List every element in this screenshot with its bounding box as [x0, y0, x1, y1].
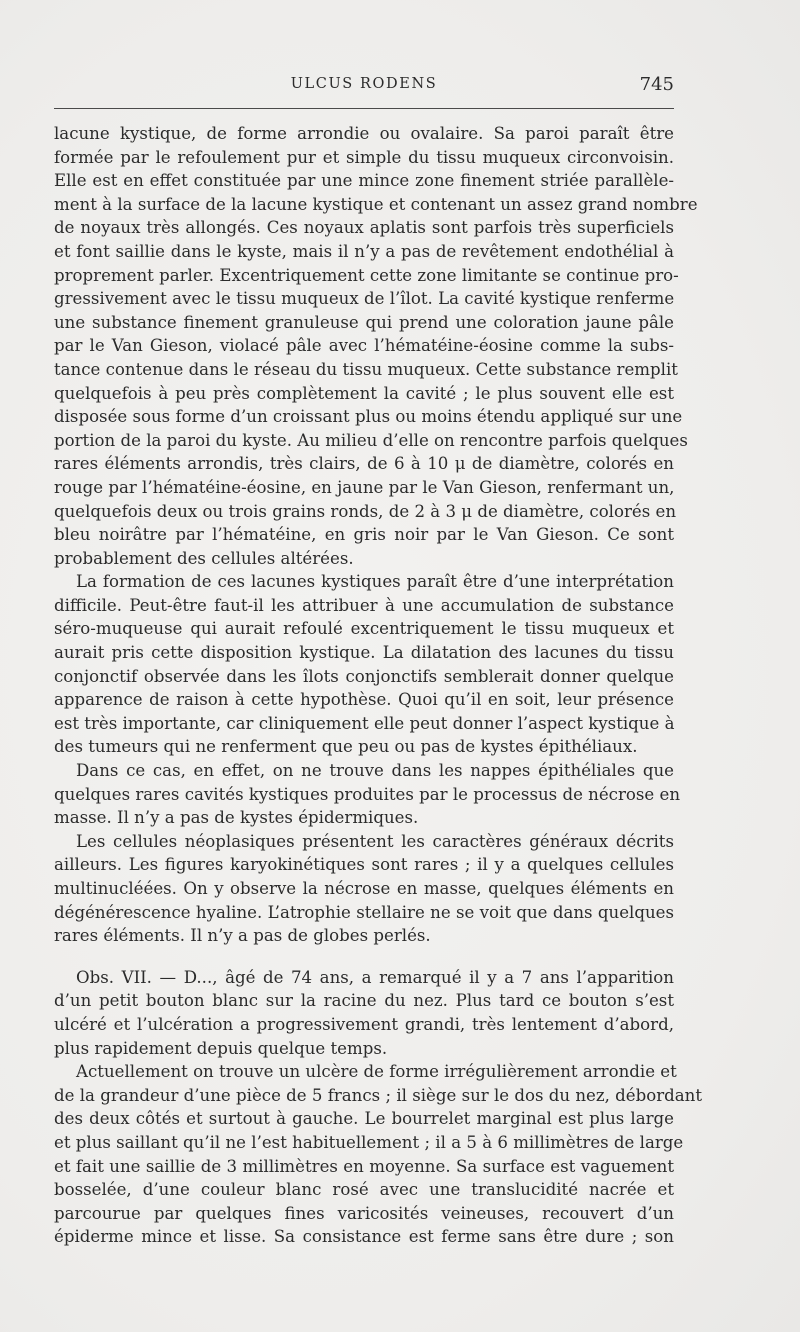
text-line: apparence de raison à cette hypothèse. Quoi qu’il en soit, leur présence [54, 690, 674, 710]
text-line: parcourue par quelques fines varicosités veineuses, recouvert d’un [54, 1203, 674, 1223]
header-rule [54, 108, 674, 109]
text-line: tance contenue dans le réseau du tissu muqueux. Cette substance remplit [54, 359, 678, 379]
text-line: portion de la paroi du kyste. Au milieu d’elle on rencontre parfois quelques [54, 430, 688, 450]
text-line: probablement des cellules altérées. [54, 548, 354, 568]
text-line: difficile. Peut-être faut-il les attribuer à une accumulation de substance [54, 595, 674, 615]
text-line: conjonctif observée dans les îlots conjonctifs semblerait donner quelque [54, 666, 674, 686]
text-line: quelques rares cavités kystiques produites par le processus de nécrose en [54, 784, 681, 804]
text-line: par le Van Gieson, violacé pâle avec l’hématéine-éosine comme la subs- [54, 336, 674, 356]
text-line: proprement parler. Excentriquement cette zone limitante se continue pro- [54, 265, 679, 285]
text-line: lacune kystique, de forme arrondie ou ovalaire. Sa paroi paraît être [54, 124, 674, 143]
page-header [54, 74, 674, 98]
text-line: est très importante, car cliniquement elle peut donner l’aspect kystique à [54, 713, 675, 733]
text-line: quelquefois deux ou trois grains ronds, de 2 à 3 μ de diamètre, colorés en [54, 501, 677, 521]
text-line: séro-muqueuse qui aurait refoulé excentriquement le tissu muqueux et [54, 619, 674, 639]
text-line: de noyaux très allongés. Ces noyaux aplatis sont parfois très superficiels [54, 218, 674, 238]
text-line: La formation de ces lacunes kystiques paraît être d’une interprétation [76, 572, 674, 592]
text-line: quelquefois à peu près complètement la cavité ; le plus souvent elle est [54, 383, 674, 403]
text-line: des deux côtés et surtout à gauche. Le bourrelet marginal est plus large [54, 1109, 674, 1129]
text-line: bleu noirâtre par l’hématéine, en gris noir par le Van Gieson. Ce sont [54, 525, 674, 545]
text-line: masse. Il n’y a pas de kystes épidermiques. [54, 808, 419, 828]
text-line: formée par le refoulement pur et simple du tissu muqueux circonvoisin. [54, 147, 674, 167]
page-number: 745 [639, 74, 674, 95]
text-line: Obs. VII. — D..., âgé de 74 ans, a remarqué il y a 7 ans l’apparition [76, 967, 674, 987]
running-title: ULCUS RODENS [290, 76, 438, 92]
body-text [54, 122, 703, 1249]
text-line: et fait une saillie de 3 millimètres en moyenne. Sa surface est vaguement [54, 1156, 674, 1176]
text-line: Elle est en effet constituée par une mince zone finement striée parallèle- [54, 171, 674, 191]
text-line: ulcéré et l’ulcération a progressivement grandi, très lentement d’abord, [54, 1014, 674, 1034]
text-line: Dans ce cas, en effet, on ne trouve dans les nappes épithéliales que [76, 761, 674, 781]
text-line: gressivement avec le tissu muqueux de l’îlot. La cavité kystique renferme [54, 289, 675, 309]
text-line: épiderme mince et lisse. Sa consistance est ferme sans être dure ; son [54, 1227, 674, 1247]
text-line: de la grandeur d’une pièce de 5 francs ; il siège sur le dos du nez, débordant [54, 1085, 703, 1105]
text-line: ailleurs. Les figures karyokinétiques sont rares ; il y a quelques cellules [54, 855, 674, 875]
text-line: Les cellules néoplasiques présentent les caractères généraux décrits [76, 831, 674, 851]
paragraph-gap [54, 948, 674, 966]
text-line: ment à la surface de la lacune kystique et contenant un assez grand nombre [54, 194, 698, 214]
text-line: rouge par l’hématéine-éosine, en jaune par le Van Gieson, renfermant un, [54, 477, 675, 497]
text-line: rares éléments. Il n’y a pas de globes perlés. [54, 926, 431, 946]
text-line: d’un petit bouton blanc sur la racine du nez. Plus tard ce bouton s’est [54, 991, 674, 1011]
text-line: bosselée, d’une couleur blanc rosé avec une translucidité nacrée et [54, 1180, 674, 1200]
text-line: plus rapidement depuis quelque temps. [54, 1038, 388, 1058]
text-line: dégénérescence hyaline. L’atrophie stellaire ne se voit que dans quelques [54, 902, 674, 922]
text-line: et plus saillant qu’il ne l’est habituellement ; il a 5 à 6 millimètres de large [54, 1132, 684, 1152]
text-line: des tumeurs qui ne renferment que peu ou pas de kystes épithéliaux. [54, 737, 638, 757]
text-line: disposée sous forme d’un croissant plus ou moins étendu appliqué sur une [54, 407, 683, 427]
text-line: aurait pris cette disposition kystique. La dilatation des lacunes du tissu [54, 643, 674, 663]
text-line: rares éléments arrondis, très clairs, de 6 à 10 μ de diamètre, colorés en [54, 454, 674, 474]
text-line: une substance finement granuleuse qui prend une coloration jaune pâle [54, 312, 674, 332]
text-line: et font saillie dans le kyste, mais il n’y a pas de revêtement endothélial à [54, 241, 674, 261]
text-line: multinucléées. On y observe la nécrose en masse, quelques éléments en [54, 879, 674, 898]
text-line: Actuellement on trouve un ulcère de forme irrégulièrement arrondie et [76, 1062, 677, 1082]
